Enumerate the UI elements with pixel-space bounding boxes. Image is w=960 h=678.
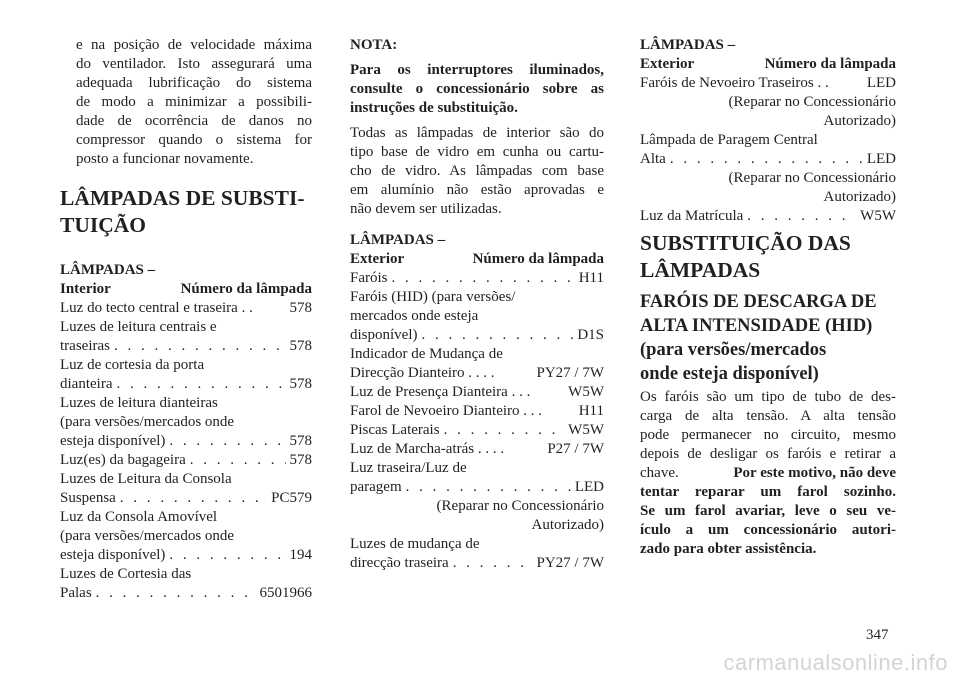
bulb-entry xyxy=(350,554,604,573)
bulb-label: Luz de Marcha-atrás . . . . xyxy=(350,441,505,457)
note-line: consulte o concessionário sobre as xyxy=(350,81,604,97)
para-bold-text: Por este motivo, não deve xyxy=(733,465,896,481)
bulb-entry xyxy=(350,402,604,421)
bulb-label: traseiras xyxy=(60,338,110,354)
bulb-label-line: (para versões/mercados onde xyxy=(60,528,235,544)
para-bold-line: Se um farol avariar, leve o seu ve- xyxy=(640,503,896,519)
bulb-label: disponível) xyxy=(350,327,418,343)
bulb-label: Faróis xyxy=(350,270,388,286)
bulb-label: dianteira xyxy=(60,376,113,392)
subheading-line: (para versões/mercados xyxy=(640,340,827,360)
page-number: 347 xyxy=(866,627,889,643)
subsection-heading xyxy=(640,290,896,386)
bulb-value: H11 xyxy=(578,403,604,419)
bulb-label: esteja disponível) xyxy=(60,433,166,449)
service-note: (Reparar no Concessionário xyxy=(728,94,896,110)
dot-leader xyxy=(96,584,256,603)
bulb-entry xyxy=(60,375,312,394)
bulb-entry xyxy=(350,326,604,345)
para-line: não devem ser utilizadas. xyxy=(350,201,502,217)
bulb-entry xyxy=(350,383,604,402)
bulb-value: P27 / 7W xyxy=(547,441,604,457)
bulb-label-line: Faróis (HID) (para versões/ xyxy=(350,289,516,305)
dot-leader xyxy=(116,375,285,394)
bulb-label: Farol de Nevoeiro Dianteiro . . . xyxy=(350,403,543,419)
para-line: carga de alta tensão. A alta tensão xyxy=(640,408,896,424)
bulb-value: H11 xyxy=(578,270,604,286)
bulb-table-header xyxy=(60,280,312,299)
header-left: Exterior xyxy=(350,251,405,267)
bulb-value: 578 xyxy=(289,452,312,468)
bulb-value: PY27 / 7W xyxy=(536,365,604,381)
bulb-label: Piscas Laterais xyxy=(350,422,440,438)
bulb-value: 578 xyxy=(289,376,312,392)
bulb-entry xyxy=(350,269,604,288)
service-note: (Reparar no Concessionário xyxy=(728,170,896,186)
service-note: Autorizado) xyxy=(823,189,896,205)
dot-leader xyxy=(114,337,286,356)
note-text xyxy=(350,61,604,118)
bulb-label: esteja disponível) xyxy=(60,547,166,563)
bulb-entry xyxy=(640,207,896,226)
bulb-value: LED xyxy=(866,75,896,91)
bulb-table-header xyxy=(350,250,604,269)
bulb-value: 194 xyxy=(289,547,312,563)
bulb-value: PC579 xyxy=(271,490,312,506)
interior-bulbs-paragraph xyxy=(350,124,604,219)
bulb-label: Faróis de Nevoeiro Traseiros . . xyxy=(640,75,829,91)
dot-leader xyxy=(422,326,574,345)
bulb-label: Luz da Matrícula xyxy=(640,208,744,224)
intro-line: dade de ocorrência de danos no xyxy=(76,113,312,129)
bulb-label: Suspensa xyxy=(60,490,116,506)
dot-leader xyxy=(392,269,575,288)
intro-line: posto a funcionar novamente. xyxy=(76,151,254,167)
dot-leader xyxy=(444,421,565,440)
heading-line: LÂMPADAS xyxy=(640,258,761,282)
intro-line: do ventilador. Isto assegurará uma xyxy=(76,56,312,72)
service-note: (Reparar no Concessionário xyxy=(436,498,604,514)
intro-paragraph xyxy=(60,36,312,169)
para-line xyxy=(640,464,896,483)
subheading-line: onde esteja disponível) xyxy=(640,364,819,384)
bulb-entry xyxy=(640,74,896,93)
heading-line: SUBSTITUIÇÃO DAS xyxy=(640,231,851,255)
column-1 xyxy=(60,36,312,603)
column-3 xyxy=(640,36,896,559)
bulb-entry xyxy=(640,150,896,169)
note-title: NOTA: xyxy=(350,37,398,53)
bulb-value: 578 xyxy=(289,433,312,449)
bulb-label-line: Indicador de Mudança de xyxy=(350,346,503,362)
heading-line: LÂMPADAS DE SUBSTI- xyxy=(60,186,305,210)
hid-paragraph xyxy=(640,388,896,559)
para-line: Todas as lâmpadas de interior são do xyxy=(350,125,604,141)
bulb-label-line: Luzes de Leitura da Consola xyxy=(60,471,232,487)
note-line: Para os interruptores iluminados, xyxy=(350,62,604,78)
dot-leader xyxy=(747,207,856,226)
bulb-table-title: LÂMPADAS – xyxy=(60,262,156,278)
bulb-label: Luz(es) da bagageira xyxy=(60,452,186,468)
watermark: carmanualsonline.info xyxy=(723,650,948,675)
bulb-entry xyxy=(350,440,604,459)
dot-leader xyxy=(406,478,571,497)
bulb-table-header xyxy=(640,55,896,74)
service-note: Autorizado) xyxy=(823,113,896,129)
bulb-value: PY27 / 7W xyxy=(536,555,604,571)
para-line: Os faróis são um tipo de tubo de des- xyxy=(640,389,896,405)
bulb-value: LED xyxy=(866,151,896,167)
bulb-value: W5W xyxy=(568,384,604,400)
para-line: cho de vidro. As lâmpadas com base xyxy=(350,163,604,179)
intro-line: adequada lubrificação do sistema xyxy=(76,75,312,91)
header-right: Número da lâmpada xyxy=(472,251,604,267)
bulb-value: W5W xyxy=(860,208,896,224)
bulb-label-line: Luzes de Cortesia das xyxy=(60,566,192,582)
bulb-value: 578 xyxy=(289,300,312,316)
bulb-entry xyxy=(60,584,312,603)
subheading-line: ALTA INTENSIDADE (HID) xyxy=(640,316,873,336)
header-right: Número da lâmpada xyxy=(180,281,312,297)
heading-line: TUIÇÃO xyxy=(60,213,147,237)
para-bold-line: zado para obter assistência. xyxy=(640,541,817,557)
bulb-label: Luz do tecto central e traseira . . xyxy=(60,300,253,316)
bulb-entry xyxy=(350,421,604,440)
bulb-label-line: (para versões/mercados onde xyxy=(60,414,235,430)
bulb-value: 6501966 xyxy=(259,585,312,601)
bulb-label-line: mercados onde esteja xyxy=(350,308,479,324)
bulb-label-line: Luzes de leitura centrais e xyxy=(60,319,217,335)
dot-leader xyxy=(453,554,533,573)
section-heading xyxy=(640,230,896,284)
bulb-entry xyxy=(60,299,312,318)
bulb-entry xyxy=(60,489,312,508)
bulb-label-line: Luzes de mudança de xyxy=(350,536,480,552)
bulb-table-title: LÂMPADAS – xyxy=(350,232,446,248)
dot-leader xyxy=(169,546,285,565)
bulb-label-line: Luzes de leitura dianteiras xyxy=(60,395,218,411)
service-note: Autorizado) xyxy=(531,517,604,533)
dot-leader xyxy=(169,432,285,451)
para-line: em alumínio não estão aprovadas e xyxy=(350,182,604,198)
header-left: Interior xyxy=(60,281,111,297)
bulb-entry xyxy=(60,337,312,356)
intro-line: e na posição de velocidade máxima xyxy=(76,37,312,53)
bulb-table-title: LÂMPADAS – xyxy=(640,37,736,53)
para-bold-line: ículo a um concessionário autori- xyxy=(640,522,896,538)
note-line: instruções de substituição. xyxy=(350,100,518,116)
para-line: pode permanecer no circuito, mesmo xyxy=(640,427,896,443)
bulb-entry xyxy=(60,432,312,451)
bulb-label: Direcção Dianteiro . . . . xyxy=(350,365,495,381)
para-line: depois de desligar os faróis e retirar a xyxy=(640,446,896,462)
dot-leader xyxy=(670,150,863,169)
column-2 xyxy=(350,36,604,573)
bulb-label-line: Luz da Consola Amovível xyxy=(60,509,218,525)
bulb-label-line: Luz traseira/Luz de xyxy=(350,460,467,476)
bulb-value: LED xyxy=(574,479,604,495)
para-text: chave. xyxy=(640,465,679,481)
bulb-value: 578 xyxy=(289,338,312,354)
para-line: tipo base de vidro em cunha ou cartu- xyxy=(350,144,604,160)
para-bold-line: tentar reparar um farol sozinho. xyxy=(640,484,896,500)
dot-leader xyxy=(120,489,267,508)
bulb-label: paragem xyxy=(350,479,402,495)
section-heading xyxy=(60,185,312,239)
intro-line: compressor quando o sistema for xyxy=(76,132,312,148)
header-left: Exterior xyxy=(640,56,695,72)
bulb-entry xyxy=(60,546,312,565)
bulb-value: W5W xyxy=(568,422,604,438)
bulb-entry xyxy=(350,364,604,383)
bulb-label: Palas xyxy=(60,585,92,601)
dot-leader xyxy=(190,451,286,470)
intro-line: de modo a minimizar a possibili- xyxy=(76,94,312,110)
bulb-label: direcção traseira xyxy=(350,555,449,571)
bulb-label-line: Luz de cortesia da porta xyxy=(60,357,205,373)
bulb-value: D1S xyxy=(577,327,604,343)
subheading-line: FARÓIS DE DESCARGA DE xyxy=(640,292,877,312)
bulb-label: Alta xyxy=(640,151,666,167)
bulb-entry xyxy=(60,451,312,470)
bulb-label-line: Lâmpada de Paragem Central xyxy=(640,132,818,148)
bulb-entry xyxy=(350,478,604,497)
header-right: Número da lâmpada xyxy=(764,56,896,72)
bulb-label: Luz de Presença Dianteira . . . xyxy=(350,384,531,400)
